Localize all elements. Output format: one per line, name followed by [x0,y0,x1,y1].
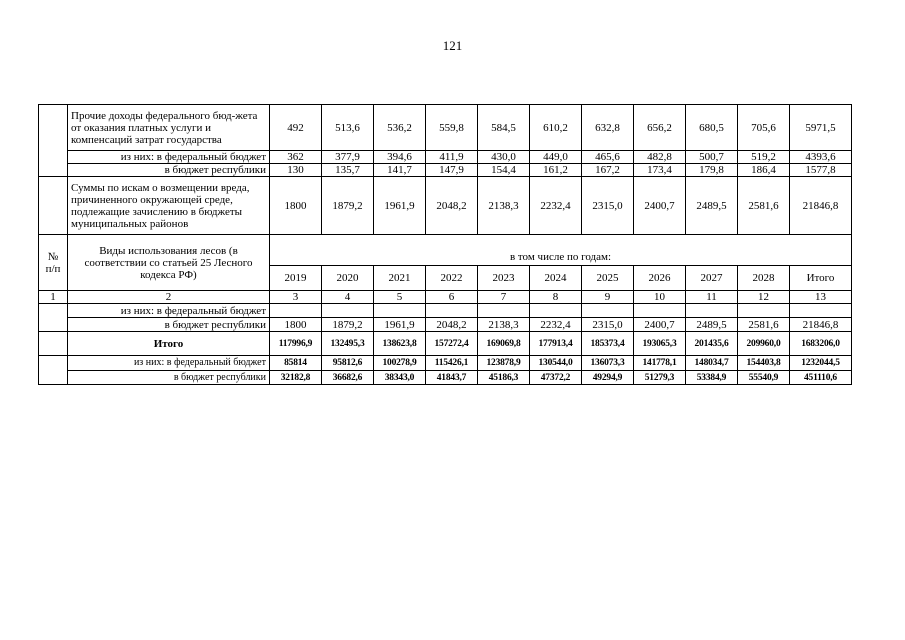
value-cell: 1879,2 [322,318,374,332]
total-row [39,332,852,356]
value-cell [738,304,790,318]
value-cell: 2400,7 [634,177,686,235]
column-number: 4 [322,291,374,304]
value-cell: 377,9 [322,151,374,164]
header-row [39,235,852,266]
value-cell: 55540,9 [738,371,790,385]
value-cell: 1577,8 [790,164,852,177]
value-cell: 451110,6 [790,371,852,385]
row-number-cell [39,177,68,235]
value-cell: 148034,7 [686,356,738,371]
header-year: 2026 [634,266,686,291]
value-cell [686,304,738,318]
value-cell: 132495,3 [322,332,374,356]
value-cell: 492 [270,105,322,151]
value-cell: 177913,4 [530,332,582,356]
value-cell: 1961,9 [374,177,426,235]
value-cell: 141778,1 [634,356,686,371]
value-cell: 173,4 [634,164,686,177]
value-cell: 362 [270,151,322,164]
value-cell: 2581,6 [738,177,790,235]
value-cell: 2489,5 [686,177,738,235]
header-year: 2019 [270,266,322,291]
value-cell: 2232,4 [530,318,582,332]
page-number: 121 [442,38,463,53]
value-cell: 2232,4 [530,177,582,235]
header-year: 2021 [374,266,426,291]
value-cell: 115426,1 [426,356,478,371]
value-cell: 21846,8 [790,318,852,332]
value-cell: 2138,3 [478,318,530,332]
value-cell: 2315,0 [582,318,634,332]
value-cell: 1232044,5 [790,356,852,371]
value-cell: 47372,2 [530,371,582,385]
row-number-cell [39,332,68,356]
value-cell: 2138,3 [478,177,530,235]
row-label: в бюджет республики [68,318,270,332]
value-cell: 1961,9 [374,318,426,332]
value-cell: 705,6 [738,105,790,151]
value-cell: 394,6 [374,151,426,164]
row-label: Суммы по искам о возмещении вреда, причиненного окружающей среде, подлежащие зачислению в бюджеты муниципальных районов [68,177,270,235]
value-cell: 136073,3 [582,356,634,371]
value-cell: 2048,2 [426,318,478,332]
header-by-years: в том числе по годам: [270,235,852,266]
value-cell: 161,2 [530,164,582,177]
column-number: 2 [68,291,270,304]
total-label: Итого [68,332,270,356]
value-cell [270,304,322,318]
header-year: 2025 [582,266,634,291]
value-cell: 519,2 [738,151,790,164]
header-year: 2027 [686,266,738,291]
column-number: 12 [738,291,790,304]
row-label: в бюджет республики [68,164,270,177]
value-cell: 186,4 [738,164,790,177]
value-cell: 147,9 [426,164,478,177]
value-cell: 53384,9 [686,371,738,385]
header-type: Виды использования лесов (в соответствии со статьей 25 Лесного кодекса РФ) [68,235,270,291]
value-cell: 201435,6 [686,332,738,356]
value-cell: 4393,6 [790,151,852,164]
budget-table [38,104,852,385]
value-cell: 36682,6 [322,371,374,385]
row-label: из них: в федеральный бюджет [68,356,270,371]
value-cell: 135,7 [322,164,374,177]
column-number-row [39,291,852,304]
value-cell: 95812,6 [322,356,374,371]
column-number: 7 [478,291,530,304]
value-cell: 430,0 [478,151,530,164]
value-cell [478,304,530,318]
header-year: 2024 [530,266,582,291]
value-cell: 513,6 [322,105,374,151]
value-cell: 130544,0 [530,356,582,371]
column-number: 8 [530,291,582,304]
column-number: 5 [374,291,426,304]
row-label: в бюджет республики [68,371,270,385]
value-cell: 32182,8 [270,371,322,385]
column-number: 6 [426,291,478,304]
value-cell: 85814 [270,356,322,371]
row-label: из них: в федеральный бюджет [68,151,270,164]
value-cell: 2489,5 [686,318,738,332]
value-cell: 5971,5 [790,105,852,151]
value-cell: 123878,9 [478,356,530,371]
table-row [39,177,852,235]
header-year: Итого [790,266,852,291]
value-cell: 2400,7 [634,318,686,332]
value-cell: 584,5 [478,105,530,151]
column-number: 13 [790,291,852,304]
table-row [39,304,852,318]
value-cell: 482,8 [634,151,686,164]
value-cell: 1879,2 [322,177,374,235]
value-cell: 1683206,0 [790,332,852,356]
value-cell: 2048,2 [426,177,478,235]
table-row [39,105,852,151]
table-row [39,164,852,177]
value-cell: 141,7 [374,164,426,177]
value-cell: 680,5 [686,105,738,151]
table-row [39,151,852,164]
value-cell: 1800 [270,318,322,332]
value-cell [426,304,478,318]
value-cell: 130 [270,164,322,177]
value-cell: 536,2 [374,105,426,151]
value-cell: 500,7 [686,151,738,164]
column-number: 10 [634,291,686,304]
header-year: 2020 [322,266,374,291]
value-cell: 632,8 [582,105,634,151]
column-number: 1 [39,291,68,304]
value-cell: 154403,8 [738,356,790,371]
value-cell: 411,9 [426,151,478,164]
table-row [39,371,852,385]
table-row [39,318,852,332]
value-cell: 2581,6 [738,318,790,332]
row-label: Прочие доходы федерального бюд-жета от оказания платных услуги и компенсаций затрат государства [68,105,270,151]
column-number: 11 [686,291,738,304]
value-cell: 138623,8 [374,332,426,356]
value-cell: 154,4 [478,164,530,177]
value-cell: 209960,0 [738,332,790,356]
value-cell: 449,0 [530,151,582,164]
value-cell: 559,8 [426,105,478,151]
value-cell: 169069,8 [478,332,530,356]
value-cell: 157272,4 [426,332,478,356]
value-cell [322,304,374,318]
value-cell: 179,8 [686,164,738,177]
value-cell: 610,2 [530,105,582,151]
header-year: 2023 [478,266,530,291]
value-cell [582,304,634,318]
value-cell: 185373,4 [582,332,634,356]
value-cell: 49294,9 [582,371,634,385]
table-row [39,356,852,371]
value-cell: 193065,3 [634,332,686,356]
value-cell: 51279,3 [634,371,686,385]
row-number-cell [39,304,68,332]
value-cell: 465,6 [582,151,634,164]
value-cell: 21846,8 [790,177,852,235]
row-label: из них: в федеральный бюджет [68,304,270,318]
value-cell [634,304,686,318]
value-cell: 167,2 [582,164,634,177]
value-cell: 117996,9 [270,332,322,356]
header-year: 2022 [426,266,478,291]
header-no: № п/п [39,235,68,291]
value-cell: 656,2 [634,105,686,151]
value-cell [374,304,426,318]
row-number-cell [39,105,68,177]
row-number-cell [39,356,68,385]
column-number: 9 [582,291,634,304]
header-year: 2028 [738,266,790,291]
value-cell [530,304,582,318]
value-cell: 41843,7 [426,371,478,385]
value-cell: 45186,3 [478,371,530,385]
value-cell: 2315,0 [582,177,634,235]
column-number: 3 [270,291,322,304]
value-cell: 38343,0 [374,371,426,385]
value-cell [790,304,852,318]
value-cell: 100278,9 [374,356,426,371]
value-cell: 1800 [270,177,322,235]
